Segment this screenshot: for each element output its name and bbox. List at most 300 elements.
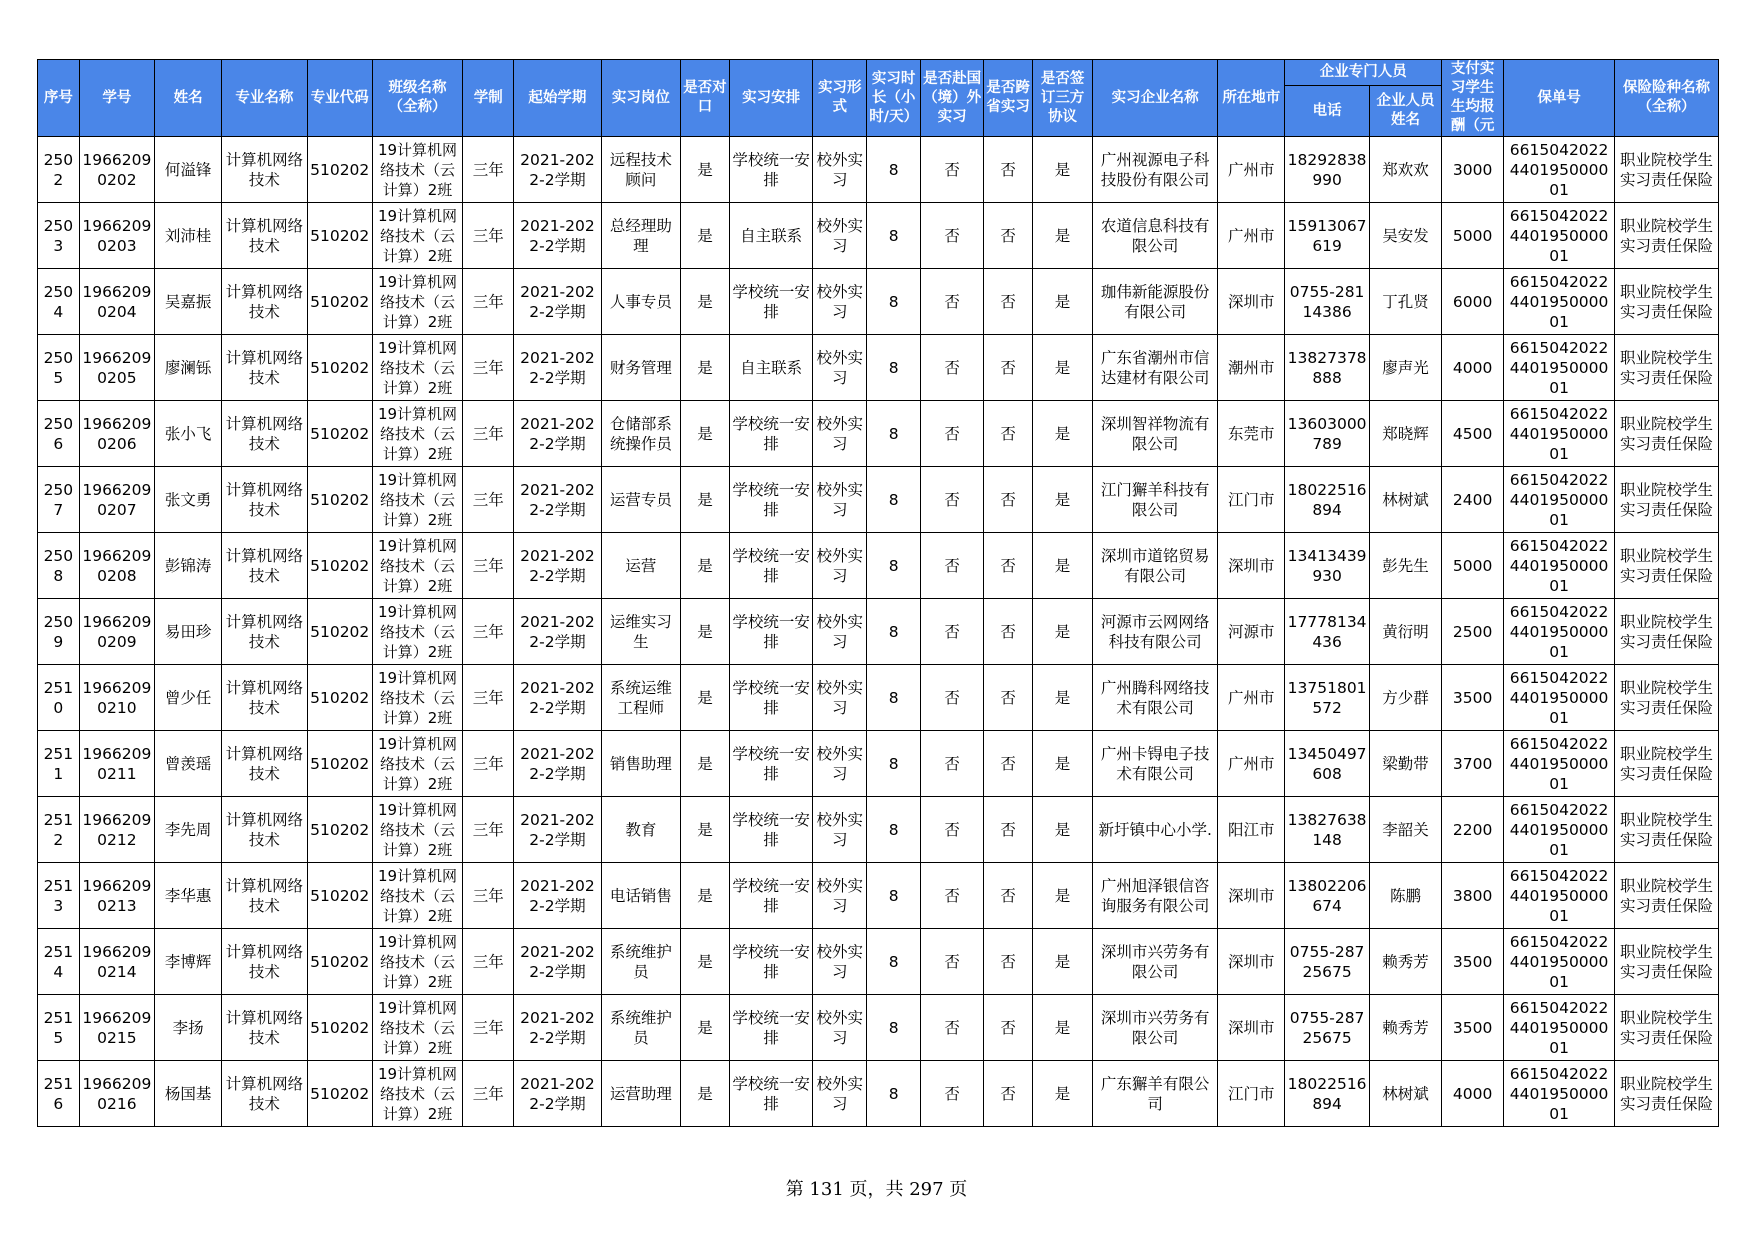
row-cross-province: 否	[984, 467, 1033, 533]
row-start-term: 2021-2022-2学期	[514, 401, 602, 467]
row-class: 19计算机网络技术（云计算）2班	[372, 995, 463, 1061]
row-agreement: 是	[1033, 401, 1093, 467]
col-matched: 是否对口	[681, 60, 730, 137]
row-form: 校外实习	[813, 467, 867, 533]
row-contact-name: 彭先生	[1369, 533, 1441, 599]
row-name: 曾少任	[155, 665, 222, 731]
col-city: 所在地市	[1218, 60, 1285, 137]
row-duration: 三年	[463, 995, 514, 1061]
row-form: 校外实习	[813, 731, 867, 797]
row-policy: 6615042022440195000001	[1504, 863, 1615, 929]
row-city: 阳江市	[1218, 797, 1285, 863]
row-duration: 三年	[463, 467, 514, 533]
row-phone: 18292838990	[1285, 137, 1369, 203]
row-arrangement: 学校统一安排	[729, 731, 812, 797]
row-matched: 是	[681, 665, 730, 731]
row-class: 19计算机网络技术（云计算）2班	[372, 335, 463, 401]
row-major: 计算机网络技术	[222, 995, 307, 1061]
col-major: 专业名称	[222, 60, 307, 137]
row-insurance: 职业院校学生实习责任保险	[1615, 863, 1719, 929]
col-arrangement: 实习安排	[729, 60, 812, 137]
row-form: 校外实习	[813, 269, 867, 335]
row-start-term: 2021-2022-2学期	[514, 731, 602, 797]
row-agreement: 是	[1033, 797, 1093, 863]
row-arrangement: 学校统一安排	[729, 1061, 812, 1127]
table-row	[38, 665, 1719, 731]
row-form: 校外实习	[813, 1061, 867, 1127]
row-insurance: 职业院校学生实习责任保险	[1615, 1061, 1719, 1127]
row-city: 广州市	[1218, 137, 1285, 203]
row-duration: 三年	[463, 665, 514, 731]
row-phone: 13450497608	[1285, 731, 1369, 797]
row-company: 广东省潮州市信达建材有限公司	[1093, 335, 1218, 401]
row-hours: 8	[867, 995, 921, 1061]
row-pay: 4000	[1442, 1061, 1504, 1127]
row-student-id: 19662090211	[79, 731, 154, 797]
row-company: 珈伟新能源股份有限公司	[1093, 269, 1218, 335]
table-row	[38, 137, 1719, 203]
row-policy: 6615042022440195000001	[1504, 137, 1615, 203]
row-cross-province: 否	[984, 335, 1033, 401]
row-form: 校外实习	[813, 137, 867, 203]
row-insurance: 职业院校学生实习责任保险	[1615, 203, 1719, 269]
row-start-term: 2021-2022-2学期	[514, 929, 602, 995]
row-major-code: 510202	[307, 995, 372, 1061]
row-policy: 6615042022440195000001	[1504, 335, 1615, 401]
row-start-term: 2021-2022-2学期	[514, 797, 602, 863]
row-start-term: 2021-2022-2学期	[514, 1061, 602, 1127]
row-phone: 0755-28114386	[1285, 269, 1369, 335]
row-agreement: 是	[1033, 467, 1093, 533]
row-arrangement: 学校统一安排	[729, 929, 812, 995]
row-insurance: 职业院校学生实习责任保险	[1615, 731, 1719, 797]
row-major: 计算机网络技术	[222, 401, 307, 467]
row-contact-name: 李韶关	[1369, 797, 1441, 863]
row-arrangement: 学校统一安排	[729, 533, 812, 599]
row-major-code: 510202	[307, 599, 372, 665]
row-phone: 13827638148	[1285, 797, 1369, 863]
row-agreement: 是	[1033, 929, 1093, 995]
row-phone: 0755-28725675	[1285, 929, 1369, 995]
row-abroad: 否	[921, 269, 984, 335]
col-abroad: 是否赴国（境）外实习	[921, 60, 984, 137]
col-phone: 电话	[1285, 86, 1369, 137]
row-class: 19计算机网络技术（云计算）2班	[372, 203, 463, 269]
row-policy: 6615042022440195000001	[1504, 1061, 1615, 1127]
row-class: 19计算机网络技术（云计算）2班	[372, 1061, 463, 1127]
row-duration: 三年	[463, 203, 514, 269]
row-hours: 8	[867, 797, 921, 863]
row-policy: 6615042022440195000001	[1504, 929, 1615, 995]
row-phone: 13413439930	[1285, 533, 1369, 599]
row-major: 计算机网络技术	[222, 731, 307, 797]
row-student-id: 19662090216	[79, 1061, 154, 1127]
row-agreement: 是	[1033, 863, 1093, 929]
row-major: 计算机网络技术	[222, 1061, 307, 1127]
internship-table	[37, 59, 1719, 1127]
row-matched: 是	[681, 863, 730, 929]
row-hours: 8	[867, 467, 921, 533]
row-hours: 8	[867, 335, 921, 401]
row-duration: 三年	[463, 1061, 514, 1127]
row-agreement: 是	[1033, 665, 1093, 731]
row-form: 校外实习	[813, 929, 867, 995]
row-city: 河源市	[1218, 599, 1285, 665]
row-policy: 6615042022440195000001	[1504, 599, 1615, 665]
row-position: 教育	[601, 797, 680, 863]
row-hours: 8	[867, 533, 921, 599]
row-hours: 8	[867, 401, 921, 467]
row-name: 易田珍	[155, 599, 222, 665]
row-city: 深圳市	[1218, 863, 1285, 929]
row-contact-name: 黄衍明	[1369, 599, 1441, 665]
row-seq: 2508	[38, 533, 80, 599]
row-seq: 2503	[38, 203, 80, 269]
row-position: 仓储部系统操作员	[601, 401, 680, 467]
row-matched: 是	[681, 995, 730, 1061]
table-row	[38, 269, 1719, 335]
row-major-code: 510202	[307, 335, 372, 401]
row-agreement: 是	[1033, 269, 1093, 335]
row-seq: 2507	[38, 467, 80, 533]
row-policy: 6615042022440195000001	[1504, 995, 1615, 1061]
row-city: 广州市	[1218, 731, 1285, 797]
row-duration: 三年	[463, 797, 514, 863]
col-hours: 实习时长（小时/天）	[867, 60, 921, 137]
row-cross-province: 否	[984, 797, 1033, 863]
col-name: 姓名	[155, 60, 222, 137]
row-name: 彭锦涛	[155, 533, 222, 599]
row-company: 深圳智祥物流有限公司	[1093, 401, 1218, 467]
row-matched: 是	[681, 533, 730, 599]
row-matched: 是	[681, 731, 730, 797]
row-insurance: 职业院校学生实习责任保险	[1615, 665, 1719, 731]
row-insurance: 职业院校学生实习责任保险	[1615, 401, 1719, 467]
row-seq: 2512	[38, 797, 80, 863]
row-arrangement: 学校统一安排	[729, 269, 812, 335]
row-class: 19计算机网络技术（云计算）2班	[372, 137, 463, 203]
row-insurance: 职业院校学生实习责任保险	[1615, 269, 1719, 335]
row-cross-province: 否	[984, 1061, 1033, 1127]
table-row	[38, 863, 1719, 929]
row-seq: 2505	[38, 335, 80, 401]
row-cross-province: 否	[984, 599, 1033, 665]
row-major-code: 510202	[307, 731, 372, 797]
row-phone: 18022516894	[1285, 467, 1369, 533]
row-class: 19计算机网络技术（云计算）2班	[372, 533, 463, 599]
row-city: 潮州市	[1218, 335, 1285, 401]
row-phone: 15913067619	[1285, 203, 1369, 269]
row-start-term: 2021-2022-2学期	[514, 995, 602, 1061]
row-city: 江门市	[1218, 1061, 1285, 1127]
row-form: 校外实习	[813, 401, 867, 467]
row-seq: 2513	[38, 863, 80, 929]
row-seq: 2515	[38, 995, 80, 1061]
row-abroad: 否	[921, 995, 984, 1061]
row-position: 销售助理	[601, 731, 680, 797]
row-student-id: 19662090206	[79, 401, 154, 467]
row-abroad: 否	[921, 863, 984, 929]
row-name: 李华惠	[155, 863, 222, 929]
row-arrangement: 自主联系	[729, 203, 812, 269]
table-row	[38, 1061, 1719, 1127]
row-pay: 6000	[1442, 269, 1504, 335]
row-pay: 5000	[1442, 533, 1504, 599]
row-hours: 8	[867, 269, 921, 335]
row-form: 校外实习	[813, 665, 867, 731]
row-matched: 是	[681, 401, 730, 467]
row-agreement: 是	[1033, 731, 1093, 797]
row-contact-name: 梁勤带	[1369, 731, 1441, 797]
row-city: 深圳市	[1218, 995, 1285, 1061]
row-duration: 三年	[463, 929, 514, 995]
row-name: 张小飞	[155, 401, 222, 467]
row-form: 校外实习	[813, 863, 867, 929]
row-form: 校外实习	[813, 203, 867, 269]
table-row	[38, 599, 1719, 665]
row-major: 计算机网络技术	[222, 665, 307, 731]
table-row	[38, 533, 1719, 599]
row-duration: 三年	[463, 335, 514, 401]
row-company: 深圳市道铭贸易有限公司	[1093, 533, 1218, 599]
row-pay: 2200	[1442, 797, 1504, 863]
row-start-term: 2021-2022-2学期	[514, 203, 602, 269]
row-position: 运营助理	[601, 1061, 680, 1127]
col-form: 实习形式	[813, 60, 867, 137]
row-student-id: 19662090202	[79, 137, 154, 203]
row-city: 东莞市	[1218, 401, 1285, 467]
row-abroad: 否	[921, 797, 984, 863]
row-class: 19计算机网络技术（云计算）2班	[372, 467, 463, 533]
row-abroad: 否	[921, 1061, 984, 1127]
row-position: 系统维护员	[601, 929, 680, 995]
row-major-code: 510202	[307, 203, 372, 269]
row-class: 19计算机网络技术（云计算）2班	[372, 599, 463, 665]
col-position: 实习岗位	[601, 60, 680, 137]
row-arrangement: 学校统一安排	[729, 599, 812, 665]
row-position: 电话销售	[601, 863, 680, 929]
row-class: 19计算机网络技术（云计算）2班	[372, 863, 463, 929]
row-insurance: 职业院校学生实习责任保险	[1615, 995, 1719, 1061]
row-company: 广州腾科网络技术有限公司	[1093, 665, 1218, 731]
col-cross-province: 是否跨省实习	[984, 60, 1033, 137]
col-contact-group: 企业专门人员	[1285, 60, 1442, 86]
row-company: 深圳市兴劳务有限公司	[1093, 995, 1218, 1061]
table-row	[38, 401, 1719, 467]
table-row	[38, 929, 1719, 995]
row-cross-province: 否	[984, 533, 1033, 599]
row-city: 广州市	[1218, 203, 1285, 269]
table-header	[38, 60, 1719, 137]
row-agreement: 是	[1033, 335, 1093, 401]
row-position: 运维实习生	[601, 599, 680, 665]
row-major-code: 510202	[307, 1061, 372, 1127]
row-insurance: 职业院校学生实习责任保险	[1615, 533, 1719, 599]
row-matched: 是	[681, 599, 730, 665]
row-pay: 2400	[1442, 467, 1504, 533]
row-contact-name: 陈鹏	[1369, 863, 1441, 929]
row-city: 广州市	[1218, 665, 1285, 731]
row-matched: 是	[681, 269, 730, 335]
col-class: 班级名称（全称）	[372, 60, 463, 137]
row-class: 19计算机网络技术（云计算）2班	[372, 401, 463, 467]
row-major: 计算机网络技术	[222, 863, 307, 929]
row-seq: 2502	[38, 137, 80, 203]
row-start-term: 2021-2022-2学期	[514, 533, 602, 599]
row-company: 广州旭泽银信咨询服务有限公司	[1093, 863, 1218, 929]
row-name: 李扬	[155, 995, 222, 1061]
row-phone: 17778134436	[1285, 599, 1369, 665]
row-phone: 13802206674	[1285, 863, 1369, 929]
row-arrangement: 学校统一安排	[729, 137, 812, 203]
row-contact-name: 郑晓辉	[1369, 401, 1441, 467]
row-pay: 4500	[1442, 401, 1504, 467]
row-position: 系统运维工程师	[601, 665, 680, 731]
row-phone: 13751801572	[1285, 665, 1369, 731]
row-cross-province: 否	[984, 863, 1033, 929]
row-hours: 8	[867, 863, 921, 929]
col-insurance: 保险险种名称（全称）	[1615, 60, 1719, 137]
row-cross-province: 否	[984, 269, 1033, 335]
row-phone: 13603000789	[1285, 401, 1369, 467]
row-class: 19计算机网络技术（云计算）2班	[372, 929, 463, 995]
row-class: 19计算机网络技术（云计算）2班	[372, 797, 463, 863]
table-row	[38, 467, 1719, 533]
row-company: 新圩镇中心小学.	[1093, 797, 1218, 863]
row-start-term: 2021-2022-2学期	[514, 665, 602, 731]
row-start-term: 2021-2022-2学期	[514, 335, 602, 401]
row-phone: 0755-28725675	[1285, 995, 1369, 1061]
page-footer: 第 131 页，共 297 页	[785, 1179, 968, 1200]
row-agreement: 是	[1033, 137, 1093, 203]
row-student-id: 19662090207	[79, 467, 154, 533]
col-pay: 支付实习学生生均报酬（元	[1442, 60, 1504, 137]
row-major: 计算机网络技术	[222, 203, 307, 269]
row-start-term: 2021-2022-2学期	[514, 467, 602, 533]
row-major: 计算机网络技术	[222, 467, 307, 533]
row-policy: 6615042022440195000001	[1504, 797, 1615, 863]
row-form: 校外实习	[813, 335, 867, 401]
row-major-code: 510202	[307, 863, 372, 929]
row-arrangement: 学校统一安排	[729, 401, 812, 467]
row-duration: 三年	[463, 731, 514, 797]
row-position: 远程技术顾问	[601, 137, 680, 203]
row-cross-province: 否	[984, 203, 1033, 269]
row-name: 李先周	[155, 797, 222, 863]
row-pay: 3500	[1442, 665, 1504, 731]
row-insurance: 职业院校学生实习责任保险	[1615, 929, 1719, 995]
row-name: 杨国基	[155, 1061, 222, 1127]
row-arrangement: 自主联系	[729, 335, 812, 401]
row-company: 广州视源电子科技股份有限公司	[1093, 137, 1218, 203]
col-start-term: 起始学期	[514, 60, 602, 137]
row-abroad: 否	[921, 335, 984, 401]
row-seq: 2511	[38, 731, 80, 797]
row-policy: 6615042022440195000001	[1504, 665, 1615, 731]
row-cross-province: 否	[984, 665, 1033, 731]
row-abroad: 否	[921, 665, 984, 731]
row-agreement: 是	[1033, 203, 1093, 269]
row-insurance: 职业院校学生实习责任保险	[1615, 335, 1719, 401]
row-insurance: 职业院校学生实习责任保险	[1615, 137, 1719, 203]
row-student-id: 19662090208	[79, 533, 154, 599]
row-position: 人事专员	[601, 269, 680, 335]
row-contact-name: 丁孔贤	[1369, 269, 1441, 335]
row-city: 深圳市	[1218, 533, 1285, 599]
row-abroad: 否	[921, 533, 984, 599]
row-contact-name: 赖秀芳	[1369, 929, 1441, 995]
row-company: 广州卡锝电子技术有限公司	[1093, 731, 1218, 797]
row-major-code: 510202	[307, 533, 372, 599]
col-policy: 保单号	[1504, 60, 1615, 137]
row-duration: 三年	[463, 863, 514, 929]
row-seq: 2506	[38, 401, 80, 467]
row-abroad: 否	[921, 929, 984, 995]
row-student-id: 19662090205	[79, 335, 154, 401]
row-start-term: 2021-2022-2学期	[514, 269, 602, 335]
col-company: 实习企业名称	[1093, 60, 1218, 137]
row-contact-name: 赖秀芳	[1369, 995, 1441, 1061]
row-duration: 三年	[463, 599, 514, 665]
row-seq: 2510	[38, 665, 80, 731]
row-abroad: 否	[921, 137, 984, 203]
row-hours: 8	[867, 929, 921, 995]
row-policy: 6615042022440195000001	[1504, 533, 1615, 599]
row-cross-province: 否	[984, 137, 1033, 203]
row-pay: 5000	[1442, 203, 1504, 269]
row-hours: 8	[867, 1061, 921, 1127]
row-start-term: 2021-2022-2学期	[514, 137, 602, 203]
row-city: 江门市	[1218, 467, 1285, 533]
row-position: 系统维护员	[601, 995, 680, 1061]
row-pay: 3000	[1442, 137, 1504, 203]
table-body	[38, 137, 1719, 1127]
row-abroad: 否	[921, 599, 984, 665]
row-duration: 三年	[463, 269, 514, 335]
row-student-id: 19662090209	[79, 599, 154, 665]
row-position: 财务管理	[601, 335, 680, 401]
row-matched: 是	[681, 467, 730, 533]
row-cross-province: 否	[984, 995, 1033, 1061]
table-row	[38, 797, 1719, 863]
row-name: 何溢锋	[155, 137, 222, 203]
row-arrangement: 学校统一安排	[729, 797, 812, 863]
row-insurance: 职业院校学生实习责任保险	[1615, 599, 1719, 665]
row-company: 广东獬羊有限公司	[1093, 1061, 1218, 1127]
col-seq: 序号	[38, 60, 80, 137]
row-cross-province: 否	[984, 731, 1033, 797]
row-cross-province: 否	[984, 929, 1033, 995]
row-pay: 3800	[1442, 863, 1504, 929]
row-major-code: 510202	[307, 797, 372, 863]
row-policy: 6615042022440195000001	[1504, 467, 1615, 533]
table-row	[38, 335, 1719, 401]
row-contact-name: 方少群	[1369, 665, 1441, 731]
row-city: 深圳市	[1218, 269, 1285, 335]
row-duration: 三年	[463, 533, 514, 599]
row-major: 计算机网络技术	[222, 599, 307, 665]
row-contact-name: 林树斌	[1369, 1061, 1441, 1127]
row-duration: 三年	[463, 137, 514, 203]
row-major-code: 510202	[307, 929, 372, 995]
row-company: 江门獬羊科技有限公司	[1093, 467, 1218, 533]
row-student-id: 19662090203	[79, 203, 154, 269]
row-hours: 8	[867, 203, 921, 269]
row-major: 计算机网络技术	[222, 137, 307, 203]
row-policy: 6615042022440195000001	[1504, 269, 1615, 335]
row-contact-name: 郑欢欢	[1369, 137, 1441, 203]
row-form: 校外实习	[813, 995, 867, 1061]
